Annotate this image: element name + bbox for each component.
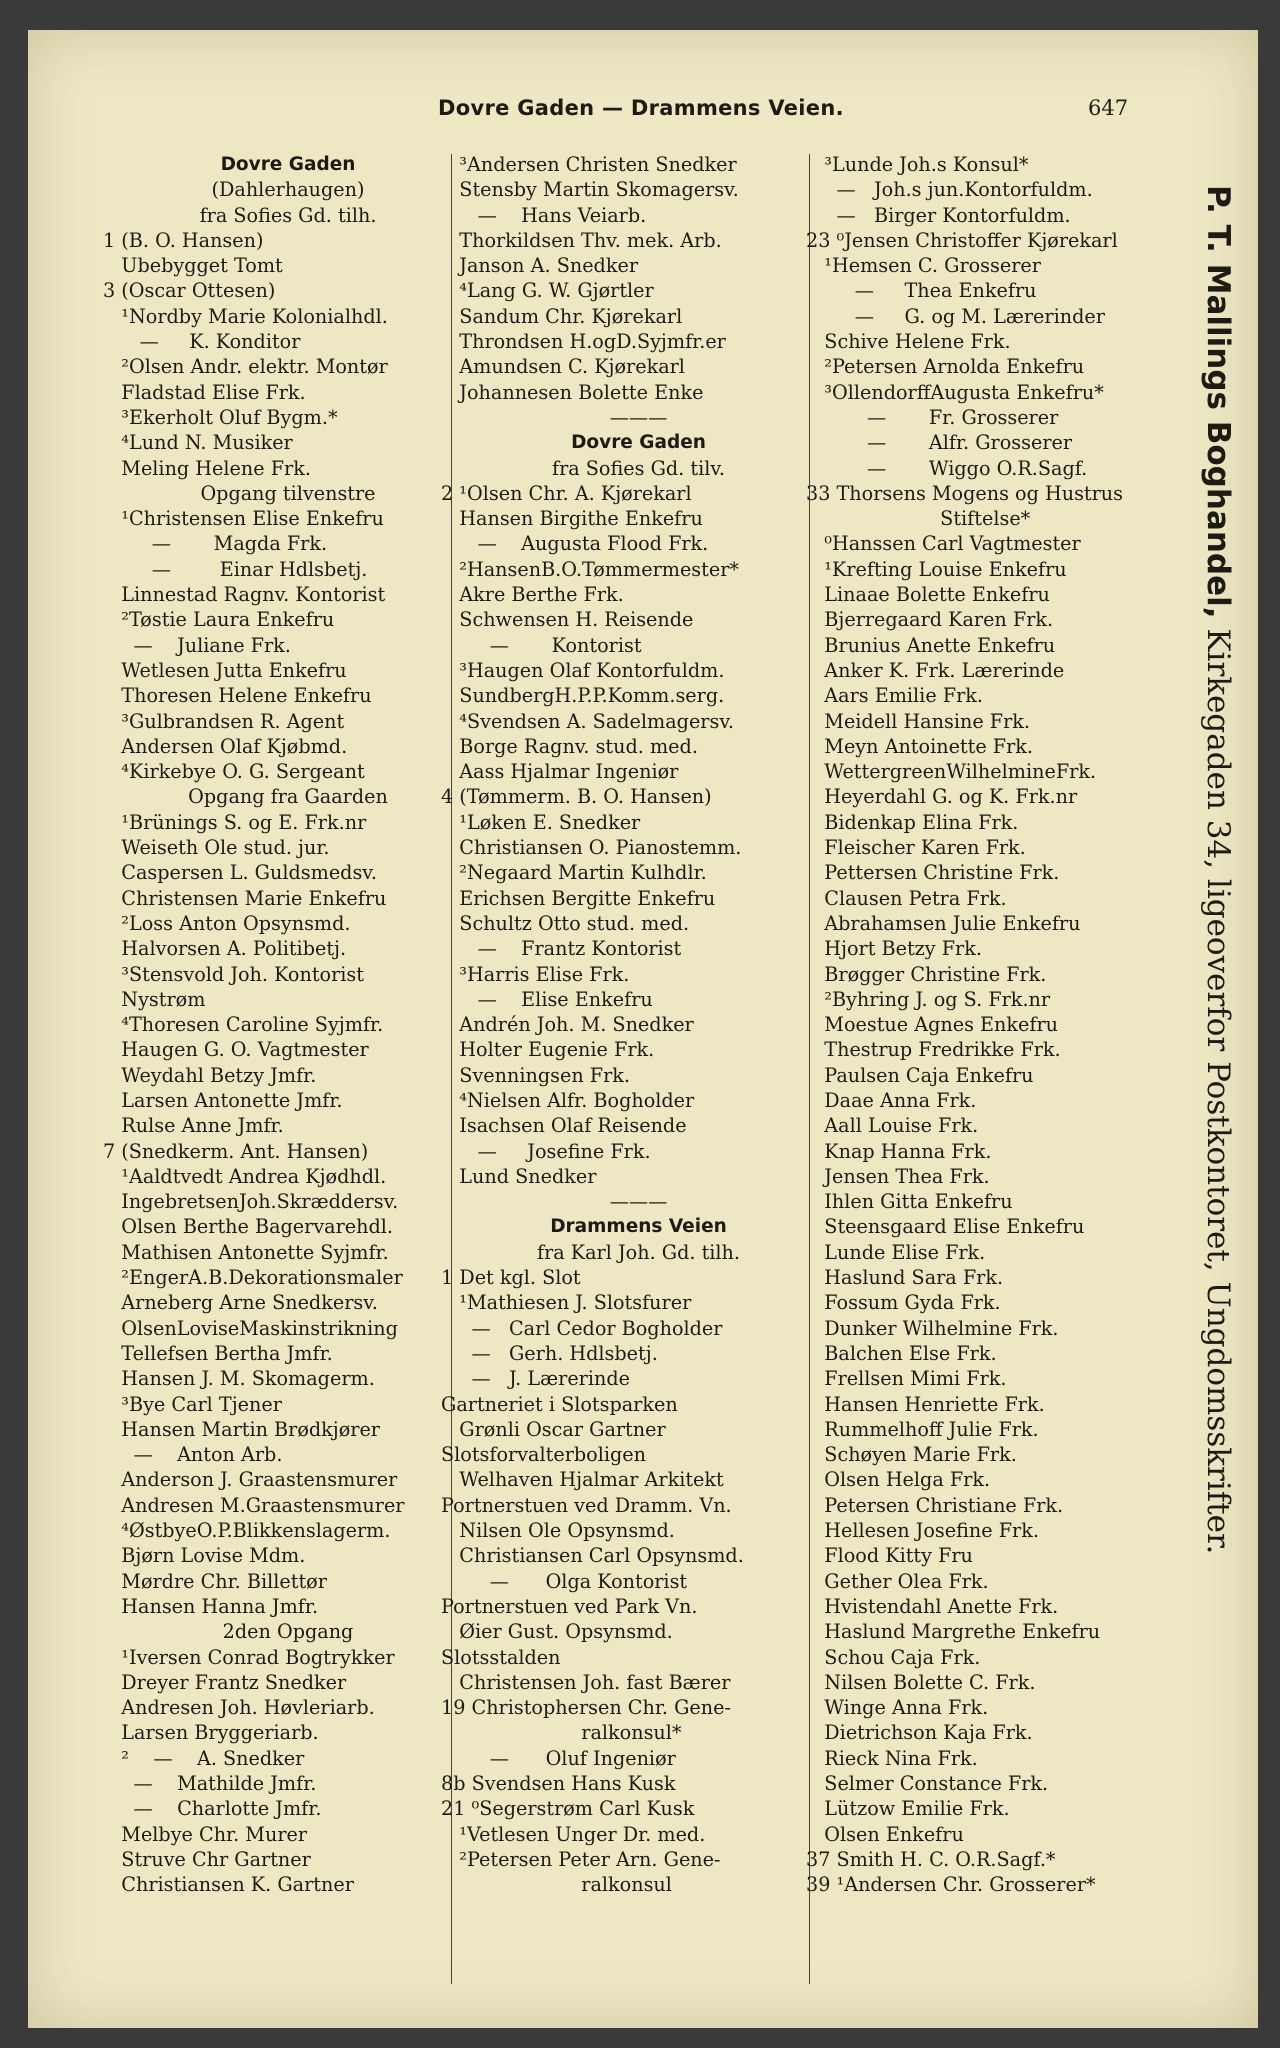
directory-entry: Daae Anna Frk. xyxy=(806,1088,977,1112)
directory-entry: Jensen Thea Frk. xyxy=(806,1164,990,1188)
directory-entry: ³Stensvold Joh. Kontorist xyxy=(103,962,364,986)
directory-entry: Caspersen L. Guldsmedsv. xyxy=(103,861,377,885)
directory-entry: Linnestad Ragnv. Kontorist xyxy=(103,583,386,607)
directory-entry: Hansen Martin Brødkjører xyxy=(103,1417,380,1441)
directory-entry: 8b Svendsen Hans Kusk xyxy=(441,1772,676,1795)
directory-entry: Bjørn Lovise Mdm. xyxy=(103,1544,306,1568)
directory-entry: — Wiggo O.R.Sagf. xyxy=(806,456,1088,480)
directory-entry: 1 (B. O. Hansen) xyxy=(103,228,264,252)
directory-entry: Knap Hanna Frk. xyxy=(806,1139,992,1163)
directory-entry: Lützow Emilie Frk. xyxy=(806,1797,1010,1821)
directory-entry: SundbergH.P.P.Komm.serg. xyxy=(441,684,725,708)
directory-entry: ²HansenB.O.Tømmermester* xyxy=(441,557,739,581)
directory-entry: Schou Caja Frk. xyxy=(806,1645,981,1669)
directory-entry: Clausen Petra Frk. xyxy=(806,886,1007,910)
directory-entry: Gartneriet i Slotsparken xyxy=(441,1392,678,1416)
directory-entry: ¹Hemsen C. Grosserer xyxy=(806,254,1041,278)
directory-entry: Brunius Anette Enkefru xyxy=(806,633,1056,657)
directory-entry: Slotsforvalterboligen xyxy=(441,1443,646,1467)
directory-entry: Svenningsen Frk. xyxy=(441,1063,630,1087)
directory-entry: Dreyer Frantz Snedker xyxy=(103,1670,347,1694)
directory-entry: ⁴Nielsen Alfr. Bogholder xyxy=(441,1088,695,1112)
directory-entry: ³OllendorffAugusta Enkefru* xyxy=(806,380,1104,404)
directory-entry: ¹Mathiesen J. Slotsfurer xyxy=(441,1291,692,1315)
page-header xyxy=(28,96,1228,128)
directory-entry: Gether Olea Frk. xyxy=(806,1569,989,1593)
directory-entry: Fossum Gyda Frk. xyxy=(806,1291,1001,1315)
directory-entry: ⁴Lund N. Musiker xyxy=(103,431,293,455)
directory-entry: 19 Christophersen Chr. Gene- xyxy=(441,1696,731,1720)
street-heading: Drammens Veien xyxy=(550,1216,727,1238)
directory-entry: — Gerh. Hdlsbetj. xyxy=(441,1341,658,1365)
directory-entry: ³Bye Carl Tjener xyxy=(103,1392,282,1416)
directory-entry: Stiftelse* xyxy=(806,507,1031,531)
directory-entry: Hansen Birgithe Enkefru xyxy=(441,507,703,531)
section-caption: ——— xyxy=(609,1190,668,1214)
directory-entry: Olsen Berthe Bagervarehdl. xyxy=(103,1215,394,1239)
section-caption: fra Karl Joh. Gd. tilh. xyxy=(536,1240,741,1264)
directory-entry: — J. Lærerinde xyxy=(441,1367,630,1391)
directory-entry: Fleischer Karen Frk. xyxy=(806,836,1026,860)
directory-entry: ²Byhring J. og S. Frk.nr xyxy=(806,987,1051,1011)
directory-entry: ⁰Hanssen Carl Vagtmester xyxy=(806,532,1081,556)
bookshop-name: P. T. Mallings Boghandel, xyxy=(1200,185,1236,619)
directory-entry: Hansen J. M. Skomagerm. xyxy=(103,1367,375,1391)
directory-entry: — K. Konditor xyxy=(103,330,301,354)
directory-entry: 23 ⁰Jensen Christoffer Kjørekarl xyxy=(806,228,1118,252)
directory-entry: Struve Chr Gartner xyxy=(103,1847,311,1871)
directory-entry: 33 Thorsens Mogens og Hustrus xyxy=(806,481,1123,505)
directory-entry: — Einar Hdlsbetj. xyxy=(103,557,368,581)
directory-entry: ¹Vetlesen Unger Dr. med. xyxy=(441,1822,706,1846)
directory-entry: Nilsen Bolette C. Frk. xyxy=(806,1670,1036,1694)
directory-entry: Melbye Chr. Murer xyxy=(103,1822,308,1846)
directory-entry: — Oluf Ingeniør xyxy=(441,1746,676,1770)
section-caption: (Dahlerhaugen) xyxy=(211,178,365,202)
street-heading: Dovre Gaden xyxy=(220,154,356,175)
directory-entry: Bjerregaard Karen Frk. xyxy=(806,608,1054,632)
directory-entry: ³Gulbrandsen R. Agent xyxy=(103,709,345,733)
directory-entry: Arneberg Arne Snedkersv. xyxy=(103,1291,378,1315)
directory-entry: Haslund Sara Frk. xyxy=(806,1266,1004,1290)
directory-entry: Frellsen Mimi Frk. xyxy=(806,1367,1007,1391)
directory-entry: Erichsen Bergitte Enkefru xyxy=(441,886,716,910)
directory-entry: — Charlotte Jmfr. xyxy=(103,1797,322,1821)
directory-entry: Lunde Elise Frk. xyxy=(806,1240,986,1264)
directory-entry: — Juliane Frk. xyxy=(103,633,291,657)
directory-entry: Amundsen C. Kjørekarl xyxy=(441,355,685,379)
directory-entry: Larsen Bryggeriarb. xyxy=(103,1721,319,1745)
directory-entry: Brøgger Christine Frk. xyxy=(806,962,1047,986)
directory-entry: Linaae Bolette Enkefru xyxy=(806,583,1050,607)
directory-entry: Andresen M.Graastensmurer xyxy=(103,1493,405,1517)
directory-entry: ³Harris Elise Frk. xyxy=(441,962,630,986)
directory-entry: Johannesen Bolette Enke xyxy=(441,380,704,404)
directory-entry: — Elise Enkefru xyxy=(441,987,653,1011)
directory-entry: — Olga Kontorist xyxy=(441,1569,688,1593)
directory-entry: — G. og M. Lærerinder xyxy=(806,304,1105,328)
directory-entry: ralkonsul xyxy=(441,1873,672,1897)
directory-entry: ⁴Lang G. W. Gjørtler xyxy=(441,279,654,303)
directory-entry: Haugen G. O. Vagtmester xyxy=(103,1038,369,1062)
directory-entry: Dietrichson Kaja Frk. xyxy=(806,1721,1033,1745)
directory-entry: ²Petersen Arnolda Enkefru xyxy=(806,355,1085,379)
directory-entry: Christiansen K. Gartner xyxy=(103,1873,354,1897)
directory-entry: Andersen Olaf Kjøbmd. xyxy=(103,734,348,758)
directory-entry: Haslund Margrethe Enkefru xyxy=(806,1620,1101,1644)
directory-column-2 xyxy=(441,152,836,1897)
directory-entry: Petersen Christiane Frk. xyxy=(806,1493,1064,1517)
directory-entry: ¹Nordby Marie Kolonialhdl. xyxy=(103,304,388,328)
directory-page xyxy=(28,30,1258,2028)
directory-entry: 3 (Oscar Ottesen) xyxy=(103,279,276,303)
street-heading: Dovre Gaden xyxy=(571,432,706,454)
directory-entry: — Thea Enkefru xyxy=(806,279,1037,303)
directory-entry: Janson A. Snedker xyxy=(441,254,638,278)
directory-entry: — Augusta Flood Frk. xyxy=(441,532,709,556)
directory-entry: Isachsen Olaf Reisende xyxy=(441,1114,687,1138)
directory-entry: Pettersen Christine Frk. xyxy=(806,861,1060,885)
directory-entry: ⁴ØstbyeO.P.Blikkenslagerm. xyxy=(103,1519,391,1543)
directory-entry: Aars Emilie Frk. xyxy=(806,684,983,708)
directory-entry: Øier Gust. Opsynsmd. xyxy=(441,1620,673,1644)
directory-entry: Grønli Oscar Gartner xyxy=(441,1417,666,1441)
directory-entry: — Josefine Frk. xyxy=(441,1139,651,1163)
directory-entry: Winge Anna Frk. xyxy=(806,1696,989,1720)
directory-entry: Aall Louise Frk. xyxy=(806,1114,979,1138)
directory-entry: ³Ekerholt Oluf Bygm.* xyxy=(103,405,338,429)
section-caption: Opgang tilvenstre xyxy=(200,481,376,505)
directory-entry: 2 ¹Olsen Chr. A. Kjørekarl xyxy=(441,481,692,505)
directory-entry: Halvorsen A. Politibetj. xyxy=(103,937,347,961)
directory-entry: Sandum Chr. Kjørekarl xyxy=(441,304,683,328)
directory-entry: ²Olsen Andr. elektr. Montør xyxy=(103,355,388,379)
directory-entry: Rieck Nina Frk. xyxy=(806,1746,978,1770)
directory-entry: ⁴Kirkebye O. G. Sergeant xyxy=(103,760,365,784)
directory-entry: ¹Krefting Louise Enkefru xyxy=(806,557,1067,581)
section-caption: fra Sofies Gd. tilh. xyxy=(199,203,377,227)
directory-entry: Dunker Wilhelmine Frk. xyxy=(806,1316,1059,1340)
directory-entry: Schwensen H. Reisende xyxy=(441,608,694,632)
directory-entry: Hvistendahl Anette Frk. xyxy=(806,1594,1059,1618)
directory-entry: Meling Helene Frk. xyxy=(103,456,311,480)
directory-entry: Nystrøm xyxy=(103,987,206,1011)
directory-entry: ²Loss Anton Opsynsmd. xyxy=(103,911,351,935)
directory-entry: Moestue Agnes Enkefru xyxy=(806,1013,1058,1037)
directory-entry: ralkonsul* xyxy=(441,1721,682,1745)
directory-entry: ⁴Svendsen A. Sadelmagersv. xyxy=(441,709,734,733)
directory-entry: ²Tøstie Laura Enkefru xyxy=(103,608,335,632)
directory-entry: ¹Christensen Elise Enkefru xyxy=(103,507,384,531)
directory-entry: Borge Ragnv. stud. med. xyxy=(441,734,698,758)
directory-entry: 1 Det kgl. Slot xyxy=(441,1266,581,1290)
directory-entry: Selmer Constance Frk. xyxy=(806,1772,1049,1795)
directory-entry: Hellesen Josefine Frk. xyxy=(806,1519,1039,1543)
directory-entry: Schøyen Marie Frk. xyxy=(806,1443,1017,1467)
section-caption: 2den Opgang xyxy=(222,1620,354,1644)
directory-entry: ²Petersen Peter Arn. Gene- xyxy=(441,1847,721,1871)
directory-entry: ³Andersen Christen Snedker xyxy=(441,153,737,176)
directory-entry: Rummelhoff Julie Frk. xyxy=(806,1417,1039,1441)
directory-entry: ¹Løken E. Snedker xyxy=(441,810,641,834)
section-caption: ——— xyxy=(609,405,668,429)
directory-entry: Ubebygget Tomt xyxy=(103,254,283,278)
directory-entry: Tellefsen Bertha Jmfr. xyxy=(103,1341,333,1365)
section-caption: fra Sofies Gd. tilv. xyxy=(551,456,726,480)
directory-entry: ²EngerA.B.Dekorationsmaler xyxy=(103,1266,403,1290)
directory-entry: — Kontorist xyxy=(441,633,642,657)
directory-entry: Thoresen Helene Enkefru xyxy=(103,684,372,708)
directory-entry: Christensen Marie Enkefru xyxy=(103,886,387,910)
directory-entry: 21 ⁰Segerstrøm Carl Kusk xyxy=(441,1797,695,1821)
directory-entry: Throndsen H.ogD.Syjmfr.er xyxy=(441,330,726,354)
directory-entry: Christiansen Carl Opsynsmd. xyxy=(441,1544,744,1568)
directory-entry: Meyn Antoinette Frk. xyxy=(806,734,1034,758)
directory-entry: Rulse Anne Jmfr. xyxy=(103,1114,284,1138)
directory-entry: Heyerdahl G. og K. Frk.nr xyxy=(806,785,1078,809)
directory-entry: Akre Berthe Frk. xyxy=(441,583,624,607)
directory-entry: Bidenkap Elina Frk. xyxy=(806,810,1019,834)
directory-entry: Hjort Betzy Frk. xyxy=(806,937,982,961)
directory-entry: — Magda Frk. xyxy=(103,532,328,556)
side-advertisement xyxy=(1184,185,1244,1665)
bookshop-address: Kirkegaden 34, ligeoverfor Postkontoret, Ungdomsskrifter. xyxy=(1200,618,1236,1555)
directory-entry: Welhaven Hjalmar Arkitekt xyxy=(441,1468,724,1492)
directory-entry: Andresen Joh. Høvleriarb. xyxy=(103,1696,375,1720)
directory-entry: ³Haugen Olaf Kontorfuldm. xyxy=(441,658,725,682)
directory-entry: Meidell Hansine Frk. xyxy=(806,709,1030,733)
directory-column-1 xyxy=(103,152,473,1897)
directory-entry: Hansen Hanna Jmfr. xyxy=(103,1594,319,1618)
directory-entry: Olsen Helga Frk. xyxy=(806,1468,991,1492)
directory-entry: Larsen Antonette Jmfr. xyxy=(103,1088,343,1112)
directory-entry: Weiseth Ole stud. jur. xyxy=(103,836,330,860)
directory-entry: Wetlesen Jutta Enkefru xyxy=(103,658,347,682)
directory-entry: — Anton Arb. xyxy=(103,1443,283,1467)
directory-entry: — Joh.s jun.Kontorfuldm. xyxy=(806,178,1093,202)
directory-entry: Abrahamsen Julie Enkefru xyxy=(806,911,1081,935)
directory-entry: Holter Eugenie Frk. xyxy=(441,1038,655,1062)
directory-entry: Schive Helene Frk. xyxy=(806,330,1011,354)
directory-entry: Andrén Joh. M. Snedker xyxy=(441,1013,694,1037)
directory-entry: Lund Snedker xyxy=(441,1164,597,1188)
directory-entry: Thorkildsen Thv. mek. Arb. xyxy=(441,228,722,252)
section-caption: Opgang fra Gaarden xyxy=(188,785,388,809)
directory-entry: Christiansen O. Pianostemm. xyxy=(441,836,742,860)
directory-entry: OlsenLoviseMaskinstrikning xyxy=(103,1316,398,1340)
directory-entry: — Hans Veiarb. xyxy=(441,203,647,227)
directory-entry: ² — A. Snedker xyxy=(103,1746,305,1770)
directory-entry: ²Negaard Martin Kulhdlr. xyxy=(441,861,707,885)
directory-entry: Mørdre Chr. Billettør xyxy=(103,1569,327,1593)
directory-entry: Anderson J. Graastensmurer xyxy=(103,1468,398,1492)
directory-entry: Portnerstuen ved Dramm. Vn. xyxy=(441,1493,732,1517)
directory-entry: Paulsen Caja Enkefru xyxy=(806,1063,1034,1087)
directory-entry: — Frantz Kontorist xyxy=(441,937,682,961)
directory-entry: 7 (Snedkerm. Ant. Hansen) xyxy=(103,1139,369,1163)
directory-entry: Aass Hjalmar Ingeniør xyxy=(441,760,679,784)
directory-entry: Balchen Else Frk. xyxy=(806,1341,997,1365)
directory-entry: Stensby Martin Skomagersv. xyxy=(441,178,739,202)
directory-entry: Christensen Joh. fast Bærer xyxy=(441,1670,731,1694)
directory-entry: Weydahl Betzy Jmfr. xyxy=(103,1063,317,1087)
directory-entry: Slotsstalden xyxy=(441,1645,561,1669)
directory-entry: Flood Kitty Fru xyxy=(806,1544,973,1568)
directory-entry: Thestrup Fredrikke Frk. xyxy=(806,1038,1061,1062)
page-number: 647 xyxy=(1088,96,1129,120)
directory-entry: ¹Brünings S. og E. Frk.nr xyxy=(103,810,367,834)
directory-entry: ⁴Thoresen Caroline Syjmfr. xyxy=(103,1013,384,1037)
directory-entry: WettergreenWilhelmineFrk. xyxy=(806,760,1097,784)
directory-entry: — Mathilde Jmfr. xyxy=(103,1772,317,1795)
directory-entry: ¹Aaldtvedt Andrea Kjødhdl. xyxy=(103,1164,387,1188)
directory-entry: Olsen Enkefru xyxy=(806,1822,964,1846)
advertisement-text xyxy=(1200,185,1236,1554)
directory-entry: 37 Smith H. C. O.R.Sagf.* xyxy=(806,1847,1056,1871)
directory-entry: Ihlen Gitta Enkefru xyxy=(806,1190,1013,1214)
directory-entry: ³Lunde Joh.s Konsul* xyxy=(806,153,1029,176)
directory-entry: Steensgaard Elise Enkefru xyxy=(806,1215,1085,1239)
directory-entry: Mathisen Antonette Syjmfr. xyxy=(103,1240,389,1264)
directory-entry: — Alfr. Grosserer xyxy=(806,431,1073,455)
directory-entry: — Carl Cedor Bogholder xyxy=(441,1316,723,1340)
directory-entry: Fladstad Elise Frk. xyxy=(103,380,306,404)
directory-entry: Portnerstuen ved Park Vn. xyxy=(441,1594,698,1618)
directory-entry: Schultz Otto stud. med. xyxy=(441,911,690,935)
directory-entry: Hansen Henriette Frk. xyxy=(806,1392,1045,1416)
directory-entry: Anker K. Frk. Lærerinde xyxy=(806,658,1065,682)
directory-entry: IngebretsenJoh.Skræddersv. xyxy=(103,1190,399,1214)
running-title: Dovre Gaden — Drammens Veien. xyxy=(438,96,844,120)
directory-entry: — Fr. Grosserer xyxy=(806,405,1059,429)
directory-entry: Nilsen Ole Opsynsmd. xyxy=(441,1519,675,1543)
directory-entry: 39 ¹Andersen Chr. Grosserer* xyxy=(806,1873,1096,1897)
directory-entry: 4 (Tømmerm. B. O. Hansen) xyxy=(441,785,712,809)
directory-entry: — Birger Kontorfuldm. xyxy=(806,203,1071,227)
directory-column-3 xyxy=(806,152,1196,1897)
directory-entry: ¹Iversen Conrad Bogtrykker xyxy=(103,1645,395,1669)
